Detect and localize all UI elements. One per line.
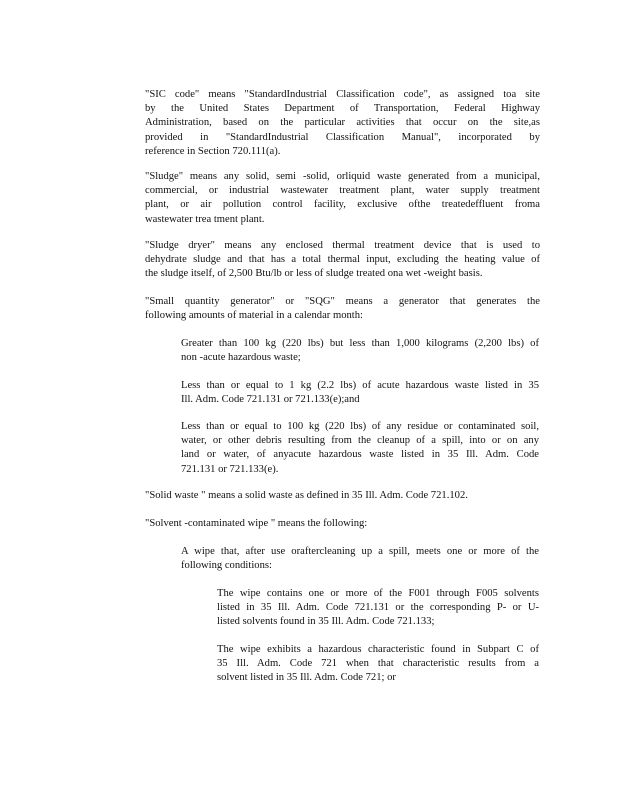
- definition-solvent-contaminated-wipe: [145, 517, 540, 531]
- text-line: "Solvent -contaminated wipe " means the following:: [145, 518, 368, 529]
- text-line: solvent listed in 35 Ill. Adm. Code 721; or: [217, 672, 396, 684]
- definition-sludge-dryer: [145, 239, 540, 282]
- text-line: "Small quantity generator" or "SQG" means a generator that generates the: [145, 296, 540, 307]
- text-line: by the United States Department of Transportation, Federal Highway: [145, 103, 540, 115]
- text-line: "Sludge dryer" means any enclosed thermal treatment device that is used to: [145, 240, 540, 251]
- text-line: Administration, based on the particular activities that occur on the site,as: [145, 117, 540, 129]
- text-line: commercial, or industrial wastewater treatment plant, water supply treatment: [145, 185, 540, 197]
- definition-sludge: [145, 170, 540, 227]
- text-line: following amounts of material in a calendar month:: [145, 310, 363, 322]
- text-line: A wipe that, after use oraftercleaning up a spill, meets one or more of the: [181, 546, 539, 557]
- sqg-criterion-spill-residue: [181, 420, 539, 477]
- text-line: Greater than 100 kg (220 lbs) but less than 1,000 kilograms (2,200 lbs) of: [181, 338, 539, 349]
- text-line: wastewater trea tment plant.: [145, 213, 265, 225]
- text-line: the sludge itself, of 2,500 Btu/lb or less of sludge treated ona wet -weight basis.: [145, 268, 483, 280]
- wipe-condition-a: [181, 545, 539, 573]
- definition-sic-code: [145, 88, 540, 159]
- text-line: water, or other debris resulting from the cleanup of a spill, into or on any: [181, 435, 539, 447]
- text-line: "Solid waste " means a solid waste as defined in 35 Ill. Adm. Code 721.102.: [145, 490, 468, 501]
- text-line: Less than or equal to 1 kg (2.2 lbs) of acute hazardous waste listed in 35: [181, 380, 539, 391]
- text-line: following conditions:: [181, 560, 272, 572]
- text-line: listed solvents found in 35 Ill. Adm. Code 721.133;: [217, 616, 435, 628]
- text-line: "Sludge" means any solid, semi -solid, orliquid waste generated from a municipal,: [145, 171, 540, 182]
- text-line: "SIC code" means "StandardIndustrial Classification code", as assigned toa site: [145, 89, 540, 100]
- sqg-criterion-acute: [181, 379, 539, 407]
- text-line: 721.131 or 721.133(e).: [181, 463, 279, 475]
- text-line: provided in "StandardIndustrial Classification Manual", incorporated by: [145, 131, 540, 143]
- text-line: The wipe contains one or more of the F001 through F005 solvents: [217, 588, 539, 599]
- text-line: Less than or equal to 100 kg (220 lbs) of any residue or contaminated soil,: [181, 421, 539, 432]
- text-line: 35 Ill. Adm. Code 721 when that characteristic results from a: [217, 658, 539, 670]
- text-line: The wipe exhibits a hazardous characteristic found in Subpart C of: [217, 644, 539, 655]
- definition-solid-waste: [145, 489, 540, 503]
- text-line: Ill. Adm. Code 721.131 or 721.133(e);and: [181, 394, 360, 406]
- definition-small-quantity-generator: [145, 295, 540, 323]
- text-line: listed in 35 Ill. Adm. Code 721.131 or the corresponding P- or U-: [217, 602, 539, 614]
- text-line: land or water, of anyacute hazardous waste listed in 35 Ill. Adm. Code: [181, 449, 539, 461]
- text-line: dehydrate sludge and that has a total thermal input, excluding the heating value of: [145, 254, 540, 266]
- text-line: non -acute hazardous waste;: [181, 352, 301, 364]
- wipe-condition-listed-solvents: [217, 587, 539, 630]
- wipe-condition-hazardous-characteristic: [217, 643, 539, 686]
- text-line: reference in Section 720.111(a).: [145, 145, 281, 157]
- sqg-criterion-nonacute: [181, 337, 539, 365]
- text-line: plant, or air pollution control facility, exclusive ofthe treatedeffluent froma: [145, 199, 540, 211]
